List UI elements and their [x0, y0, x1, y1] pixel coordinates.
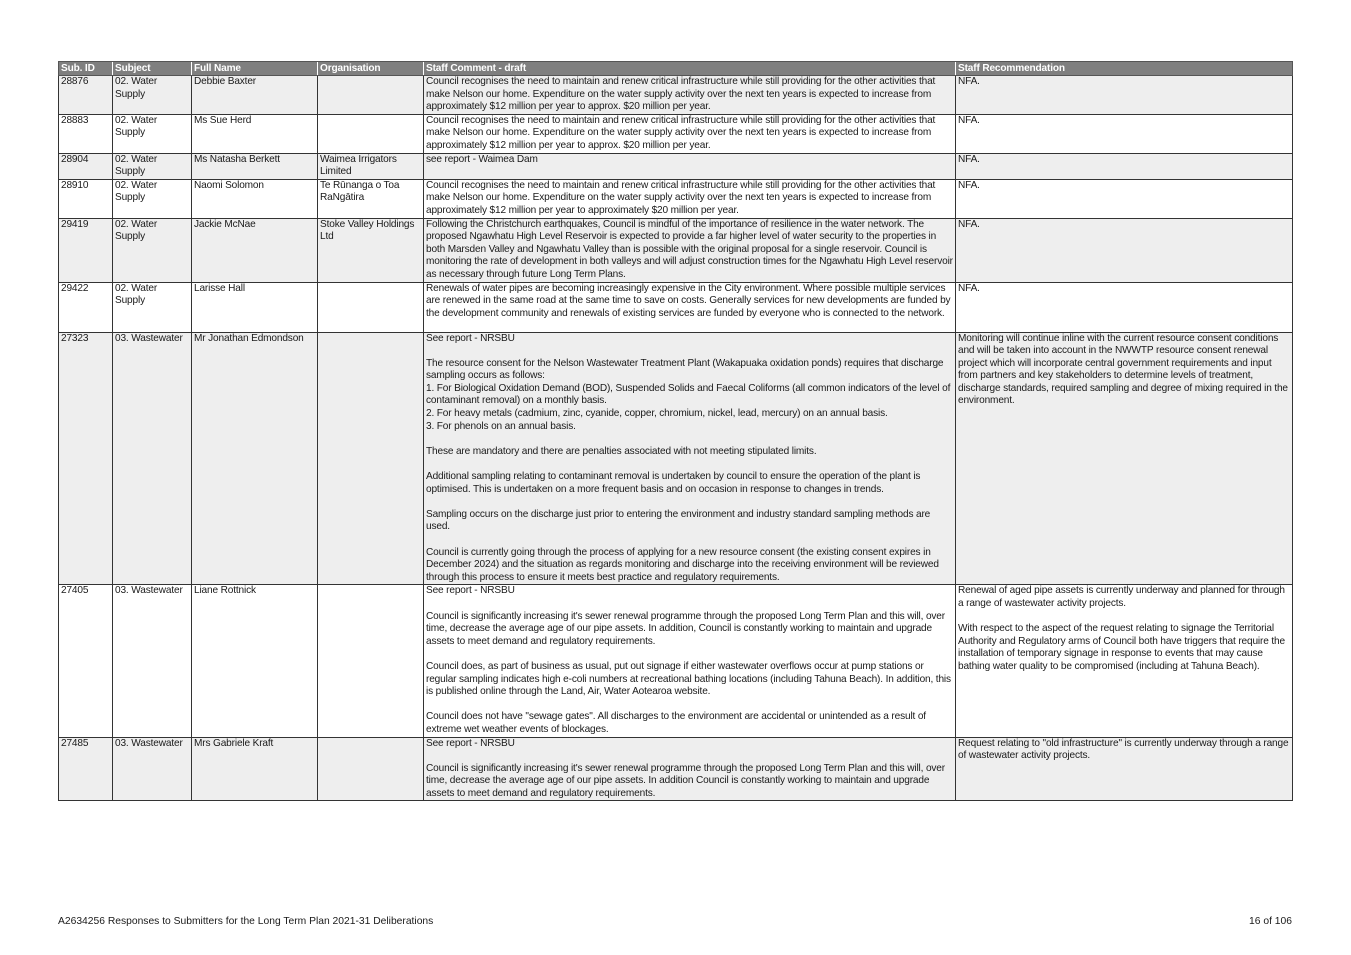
cell-staff-comment: [424, 179, 956, 218]
cell-sub-id: 28910: [59, 179, 113, 218]
header-organisation: Organisation: [318, 62, 424, 76]
cell-full-name: Larisse Hall: [192, 282, 318, 332]
cell-staff-recommendation: [956, 76, 1293, 115]
cell-sub-id: 29422: [59, 282, 113, 332]
footer-document-title: A2634256 Responses to Submitters for the Long Term Plan 2021-31 Deliberations: [58, 916, 434, 927]
cell-staff-recommendation: [956, 332, 1293, 585]
cell-organisation: [318, 282, 424, 332]
header-sub-id: Sub. ID: [59, 62, 113, 76]
cell-staff-comment: [424, 737, 956, 801]
cell-staff-comment: [424, 332, 956, 585]
cell-full-name: Ms Natasha Berkett: [192, 153, 318, 179]
table-row: [59, 179, 1293, 218]
submissions-table: [58, 61, 1293, 801]
cell-staff-comment: [424, 585, 956, 737]
staff-comment-text: Council recognises the need to maintain and renew critical infrastructure while still providing for the other activities that make Nelson our home. Expenditure on the water supply activity over the next ten years is expected to increase from approximately $12 million per year to approx. $20 million per year.: [426, 114, 936, 151]
cell-subject: 02. Water Supply: [113, 76, 192, 115]
cell-subject: 03. Wastewater: [113, 585, 192, 737]
header-staff-recommendation: Staff Recommendation: [956, 62, 1293, 76]
table-row: [59, 76, 1293, 115]
header-subject: Subject: [113, 62, 192, 76]
cell-subject: 02. Water Supply: [113, 114, 192, 153]
cell-full-name: Jackie McNae: [192, 218, 318, 282]
header-full-name: Full Name: [192, 62, 318, 76]
cell-subject: 02. Water Supply: [113, 282, 192, 332]
cell-sub-id: 27485: [59, 737, 113, 801]
cell-staff-recommendation: [956, 153, 1293, 179]
cell-organisation: Waimea Irrigators Limited: [318, 153, 424, 179]
cell-staff-recommendation: [956, 585, 1293, 737]
staff-comment-text: see report - Waimea Dam: [426, 153, 538, 165]
table-row: [59, 585, 1293, 737]
cell-sub-id: 27405: [59, 585, 113, 737]
cell-staff-recommendation: [956, 282, 1293, 332]
staff-comment-text: Council recognises the need to maintain and renew critical infrastructure while still providing for the other activities that make Nelson our home. Expenditure on the water supply activity over the next ten years is expected to increase from approximately $12 million per year to approx. $20 million per year.: [426, 76, 936, 113]
table-row: [59, 332, 1293, 585]
cell-staff-recommendation: [956, 179, 1293, 218]
footer-page-number: 16 of 106: [1249, 916, 1292, 927]
cell-sub-id: 28904: [59, 153, 113, 179]
table-row: [59, 114, 1293, 153]
cell-organisation: [318, 737, 424, 801]
cell-full-name: Naomi Solomon: [192, 179, 318, 218]
staff-recommendation-text: NFA.: [958, 179, 980, 191]
cell-sub-id: 29419: [59, 218, 113, 282]
cell-subject: 03. Wastewater: [113, 332, 192, 585]
cell-sub-id: 27323: [59, 332, 113, 585]
cell-organisation: [318, 114, 424, 153]
cell-sub-id: 28883: [59, 114, 113, 153]
cell-staff-recommendation: [956, 737, 1293, 801]
cell-full-name: Mr Jonathan Edmondson: [192, 332, 318, 585]
cell-full-name: Mrs Gabriele Kraft: [192, 737, 318, 801]
cell-staff-recommendation: [956, 218, 1293, 282]
table-row: [59, 282, 1293, 332]
cell-subject: 03. Wastewater: [113, 737, 192, 801]
staff-recommendation-text: NFA.: [958, 153, 980, 165]
cell-subject: 02. Water Supply: [113, 179, 192, 218]
cell-staff-comment: [424, 282, 956, 332]
header-staff-comment: Staff Comment - draft: [424, 62, 956, 76]
table-row: [59, 218, 1293, 282]
cell-staff-recommendation: [956, 114, 1293, 153]
cell-staff-comment: [424, 76, 956, 115]
staff-comment-text: Renewals of water pipes are becoming increasingly expensive in the City environment. Where possible multiple services are renewed in the same road at the same time to save on costs. Generally services for new developments are funded by the development community and renewals of existing services are funded by everyone who is connected to the network.: [426, 282, 951, 319]
table-row: [59, 737, 1293, 801]
staff-recommendation-text: Renewal of aged pipe assets is currently underway and planned for through a range of wastewater activity projects. With respect to the aspect of the request relating to signage the Territorial Authority and Regulatory arms of Council both have triggers that require the installation of temporary signage in response to events that may cause bathing water quality to be compromised (including at Tahuna Beach).: [958, 585, 1285, 672]
staff-comment-text: Council recognises the need to maintain and renew critical infrastructure while still providing for the other activities that make Nelson our home. Expenditure on the water supply activity over the next ten years is expected to increase from approximately $12 million per year to approximately $20 million per year.: [426, 179, 936, 216]
staff-recommendation-text: Monitoring will continue inline with the current resource consent conditions and will be taken into account in the NWWTP resource consent renewal project which will incorporate central government requirements and input from partners and key stakeholders to determine levels of treatment, discharge standards, required sampling and degree of mixing required in the environment.: [958, 332, 1288, 407]
cell-subject: 02. Water Supply: [113, 153, 192, 179]
staff-recommendation-text: NFA.: [958, 282, 980, 294]
cell-staff-comment: [424, 114, 956, 153]
cell-organisation: Stoke Valley Holdings Ltd: [318, 218, 424, 282]
cell-full-name: Liane Rottnick: [192, 585, 318, 737]
cell-organisation: [318, 332, 424, 585]
staff-recommendation-text: Request relating to "old infrastructure" is currently underway through a range of wastewater activity projects.: [958, 737, 1289, 762]
cell-sub-id: 28876: [59, 76, 113, 115]
staff-comment-text: See report - NRSBU Council is significantly increasing it's sewer renewal programme through the proposed Long Term Plan and this will, over time, decrease the average age of our pipe assets. In addition, Council is constantly working to maintain and upgrade assets to meet demand and regulatory requirements. Council does, as part of business as usual, put out signage if either wastewater overflows occur at pump stations or regular sampling indicates high e-coli numbers at recreational bathing locations (including Tahuna Beach). In addition, this is published online through the Land, Air, Water Aotearoa website. Council does not have "sewage gates". All discharges to the environment are accidental or unintended as a result of extreme wet weather events of blockages.: [426, 585, 951, 735]
table-row: [59, 153, 1293, 179]
table-header-row: [59, 62, 1293, 76]
staff-recommendation-text: NFA.: [958, 76, 980, 87]
cell-full-name: Ms Sue Herd: [192, 114, 318, 153]
staff-recommendation-text: NFA.: [958, 114, 980, 126]
cell-organisation: Te Rūnanga o Toa RaNgātira: [318, 179, 424, 218]
staff-recommendation-text: NFA.: [958, 218, 980, 230]
cell-organisation: [318, 76, 424, 115]
cell-organisation: [318, 585, 424, 737]
staff-comment-text: See report - NRSBU Council is significantly increasing it's sewer renewal programme through the proposed Long Term Plan and this will, over time, decrease the average age of our pipe assets. In addition Council is constantly working to maintain and upgrade assets to meet demand and regulatory requirements.: [426, 737, 945, 799]
cell-full-name: Debbie Baxter: [192, 76, 318, 115]
cell-subject: 02. Water Supply: [113, 218, 192, 282]
cell-staff-comment: [424, 218, 956, 282]
staff-comment-text: See report - NRSBU The resource consent for the Nelson Wastewater Treatment Plant (Wakapuaka oxidation ponds) requires that discharge sampling occurs as follows: 1. For Biological Oxidation Demand (BOD), Suspended Solids and Faecal Coliforms (all common indicators of the level of contaminant removal) on a monthly basis. 2. For heavy metals (cadmium, zinc, cyanide, copper, chromium, nickel, lead, mercury) on an annual basis. 3. For phenols on an annual basis. These are mandatory and there are penalties associated with not meeting stipulated limits. Additional sampling relating to contaminant removal is undertaken by council to ensure the operation of the plant is optimised. This is undertaken on a more frequent basis and on occasion in response to changes in trends. Sampling occurs on the discharge just prior to entering the environment and industry standard sampling methods are used. Council is currently going through the process of applying for a new resource consent (the existing consent expires in December 2024) and the situation as regards monitoring and discharge into the receiving environment will be reviewed through this process to ensure it meets best practice and regulatory requirements.: [426, 332, 951, 583]
cell-staff-comment: [424, 153, 956, 179]
staff-comment-text: Following the Christchurch earthquakes, Council is mindful of the importance of resilience in the water network. The proposed Ngawhatu High Level Reservoir is expected to provide a far higher level of water security to the properties in both Marsden Valley and Ngawhatu Valley than is possible with the original proposal for a single reservoir. Council is monitoring the rate of development in both valleys and will adjust construction times for the Ngawhatu High Level reservoir as necessary through future Long Term Plans.: [426, 218, 953, 280]
